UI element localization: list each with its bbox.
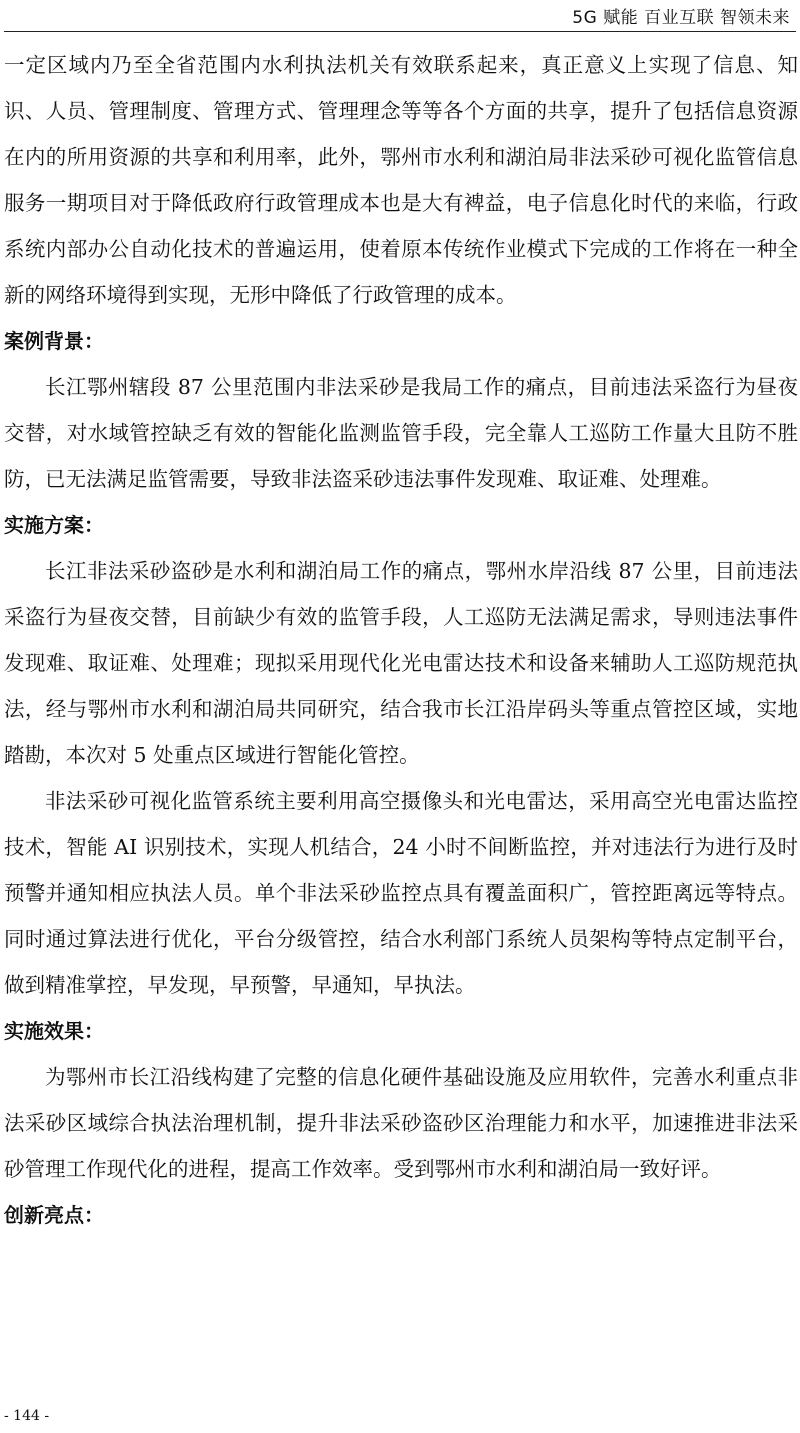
section-heading-innovation: 创新亮点： xyxy=(4,1203,104,1227)
section-paragraph-plan-2: 非法采砂可视化监管系统主要利用高空摄像头和光电雷达，采用高空光电雷达监控技术，智能 AI 识别技术，实现人机结合，24 小时不间断监控，并对违法行为进行及时预警并通知相应执法人员。单个非法采砂监控点具有覆盖面积广，管控距离远等特点。同时通过算法进行优化，平台分级管控，结合水利部门系统人员架构等特点定制平台，做到精准掌控，早发现，早预警，早通知，早执法。 xyxy=(4,789,798,997)
page-body xyxy=(4,42,798,1238)
header-title: 5G 赋能 百业互联 智领未来 xyxy=(572,8,790,28)
intro-paragraph: 一定区域内乃至全省范围内水利执法机关有效联系起来，真正意义上实现了信息、知识、人员、管理制度、管理方式、管理理念等等各个方面的共享，提升了包括信息资源在内的所用资源的共享和利用率，此外，鄂州市水利和湖泊局非法采砂可视化监管信息服务一期项目对于降低政府行政管理成本也是大有裨益，电子信息化时代的来临，行政系统内部办公自动化技术的普遍运用，使着原本传统作业模式下完成的工作将在一种全新的网络环境得到实现，无形中降低了行政管理的成本。 xyxy=(4,53,798,307)
section-heading-plan: 实施方案： xyxy=(4,513,104,537)
section-paragraph-background: 长江鄂州辖段 87 公里范围内非法采砂是我局工作的痛点，目前违法采盗行为昼夜交替，对水域管控缺乏有效的智能化监测监管手段，完全靠人工巡防工作量大且防不胜防，已无法满足监管需要，导致非法盗采砂违法事件发现难、取证难、处理难。 xyxy=(4,375,798,491)
section-heading-background: 案例背景： xyxy=(4,329,104,353)
section-paragraph-plan-1: 长江非法采砂盗砂是水利和湖泊局工作的痛点，鄂州水岸沿线 87 公里，目前违法采盗行为昼夜交替，目前缺少有效的监管手段，人工巡防无法满足需求，导则违法事件发现难、取证难、处理难；现拟采用现代化光电雷达技术和设备来辅助人工巡防规范执法，经与鄂州市水利和湖泊局共同研究，结合我市长江沿岸码头等重点管控区域，实地踏勘，本次对 5 处重点区域进行智能化管控。 xyxy=(4,559,798,767)
section-paragraph-effect: 为鄂州市长江沿线构建了完整的信息化硬件基础设施及应用软件，完善水利重点非法采砂区域综合执法治理机制，提升非法采砂盗砂区治理能力和水平，加速推进非法采砂管理工作现代化的进程，提高工作效率。受到鄂州市水利和湖泊局一致好评。 xyxy=(4,1065,798,1181)
page-header xyxy=(4,0,796,32)
section-heading-effect: 实施效果： xyxy=(4,1019,104,1043)
page-number: - 144 - xyxy=(4,1408,50,1424)
